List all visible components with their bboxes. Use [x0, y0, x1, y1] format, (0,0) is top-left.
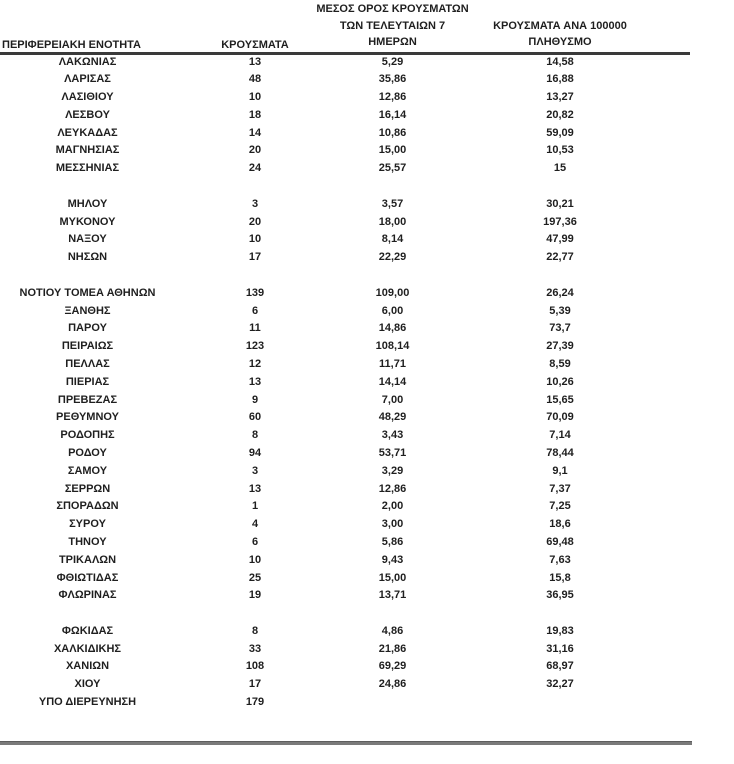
- cell-region: ΞΑΝΘΗΣ: [64, 304, 111, 317]
- header-avg7-stack: [316, 1, 469, 51]
- cell-cases: 19: [248, 589, 262, 602]
- cell-avg7: 25,57: [378, 162, 407, 175]
- cell-per100k: 36,95: [546, 589, 574, 602]
- cell-region: ΝΑΞΟΥ: [68, 233, 107, 246]
- cell-per100k: 197,36: [543, 215, 577, 228]
- header-avg7-line2: ΤΩΝ ΤΕΛΕΥΤΑΙΩΝ 7: [339, 19, 446, 32]
- cell-avg7: 2,00: [381, 500, 404, 513]
- cell-cases: 8: [251, 624, 259, 637]
- cell-spacer: [670, 302, 690, 320]
- cell-avg7: 7,00: [381, 393, 404, 406]
- spacer-row: [0, 178, 690, 196]
- cell-region: ΦΘΙΩΤΙΔΑΣ: [56, 571, 119, 584]
- cell-cases: 3: [251, 197, 259, 210]
- cell-avg7: 14,14: [378, 375, 407, 388]
- cell-avg7: 11,71: [379, 357, 406, 370]
- table-row: [0, 53, 690, 71]
- cell-spacer: [670, 551, 690, 569]
- header-per100k-stack: [450, 18, 670, 51]
- table-row: [0, 623, 690, 641]
- cell-per100k: 68,97: [546, 660, 574, 673]
- table-row: [0, 445, 690, 463]
- cell-region: ΡΟΔΟΥ: [68, 446, 107, 459]
- cell-region: ΣΥΡΟΥ: [69, 518, 106, 531]
- cell-spacer: [670, 640, 690, 658]
- cell-region: ΤΗΝΟΥ: [68, 535, 107, 548]
- bottom-rule: [0, 741, 692, 745]
- cell-region: ΝΟΤΙΟΥ ΤΟΜΕΑ ΑΘΗΝΩΝ: [19, 286, 156, 299]
- cell-spacer: [670, 284, 690, 302]
- cell-avg7: 13,71: [378, 589, 407, 602]
- cell-cases: 6: [251, 535, 259, 548]
- cell-per100k: 14,58: [546, 56, 574, 69]
- cell-region: ΜΑΓΝΗΣΙΑΣ: [55, 144, 120, 157]
- cell-cases: 108: [245, 660, 265, 673]
- cell-per100k: 15,8: [549, 571, 571, 584]
- cell-cases: 9: [251, 393, 259, 406]
- cell-avg7: 6,00: [381, 304, 404, 317]
- cell-region: ΧΑΛΚΙΔΙΚΗΣ: [53, 642, 122, 655]
- cell-spacer: [670, 160, 690, 178]
- cell-region: ΝΗΣΩΝ: [67, 251, 108, 264]
- cell-avg7: 9,43: [381, 553, 404, 566]
- cell-cases: 10: [248, 90, 262, 103]
- cell-avg7: 3,00: [381, 518, 404, 531]
- cell-per100k: 47,99: [546, 233, 574, 246]
- cell-avg7: 15,00: [378, 571, 407, 584]
- cell-per100k: 19,83: [546, 624, 574, 637]
- cell-cases: 25: [248, 571, 262, 584]
- cell-avg7: 15,00: [378, 144, 407, 157]
- table-row: [0, 694, 690, 712]
- cell-per100k: 5,39: [549, 304, 571, 317]
- spacer-cell: [0, 178, 690, 196]
- table-row: [0, 142, 690, 160]
- table-row: [0, 89, 690, 107]
- cell-per100k: 73,7: [549, 322, 571, 335]
- cell-per100k: 22,77: [546, 251, 574, 264]
- cell-spacer: [670, 587, 690, 605]
- cell-spacer: [670, 445, 690, 463]
- cell-cases: 48: [248, 73, 262, 86]
- cell-avg7: 16,14: [378, 108, 407, 121]
- cell-cases: 17: [248, 251, 262, 264]
- cell-spacer: [670, 534, 690, 552]
- table-row: [0, 302, 690, 320]
- cell-avg7: 35,86: [378, 73, 407, 86]
- cell-avg7: 53,71: [378, 446, 407, 459]
- cell-avg7: 22,29: [378, 251, 407, 264]
- cell-cases: 10: [248, 553, 262, 566]
- cell-spacer: [670, 338, 690, 356]
- cell-per100k: 10,26: [546, 375, 574, 388]
- cell-region: ΣΠΟΡΑΔΩΝ: [56, 500, 119, 513]
- cell-per100k: 10,53: [546, 144, 574, 157]
- cell-per100k: [450, 694, 670, 712]
- table-row: [0, 516, 690, 534]
- cell-region: ΜΥΚΟΝΟΥ: [59, 215, 116, 228]
- cell-spacer: [670, 676, 690, 694]
- cell-avg7: [335, 694, 450, 712]
- cell-spacer: [670, 356, 690, 374]
- cell-per100k: 30,21: [546, 197, 574, 210]
- cell-spacer: [670, 409, 690, 427]
- cell-per100k: 7,37: [549, 482, 571, 495]
- cell-cases: 24: [248, 162, 262, 175]
- cell-cases: 139: [245, 286, 265, 299]
- cell-avg7: 108,14: [375, 340, 410, 353]
- table-body: [0, 53, 690, 711]
- table-row: [0, 462, 690, 480]
- cell-cases: 12: [248, 357, 262, 370]
- cell-cases: 123: [245, 340, 265, 353]
- cell-region: ΦΛΩΡΙΝΑΣ: [58, 589, 117, 602]
- spacer-cell: [0, 605, 690, 623]
- header-spacer: [670, 0, 690, 53]
- cell-per100k: 18,6: [549, 518, 571, 531]
- cell-spacer: [670, 427, 690, 445]
- table-header: [0, 0, 690, 53]
- table-row: [0, 676, 690, 694]
- spacer-row: [0, 605, 690, 623]
- cell-spacer: [670, 249, 690, 267]
- header-cases: [175, 0, 335, 53]
- cell-region: ΜΕΣΣΗΝΙΑΣ: [55, 162, 120, 175]
- table-row: [0, 587, 690, 605]
- cell-spacer: [670, 320, 690, 338]
- cell-per100k: 7,14: [549, 429, 571, 442]
- cell-per100k: 15,65: [546, 393, 574, 406]
- table-row: [0, 195, 690, 213]
- table-row: [0, 534, 690, 552]
- cell-cases: 13: [248, 482, 262, 495]
- header-cases-label: ΚΡΟΥΣΜΑΤΑ: [221, 38, 289, 51]
- cell-cases: 20: [248, 215, 262, 228]
- cell-spacer: [670, 462, 690, 480]
- cell-region: ΛΕΣΒΟΥ: [65, 108, 110, 121]
- cell-region: ΦΩΚΙΔΑΣ: [61, 624, 114, 637]
- cell-avg7: 69,29: [378, 660, 407, 673]
- table-row: [0, 124, 690, 142]
- cell-spacer: [670, 89, 690, 107]
- cell-region: ΧΙΟΥ: [74, 678, 101, 691]
- cell-region: ΤΡΙΚΑΛΩΝ: [58, 553, 117, 566]
- cell-spacer: [670, 195, 690, 213]
- cell-avg7: 18,00: [378, 215, 407, 228]
- table-row: [0, 249, 690, 267]
- header-avg7-line3: ΗΜΕΡΩΝ: [368, 36, 417, 48]
- cell-per100k: 9,1: [552, 464, 568, 477]
- cell-spacer: [670, 480, 690, 498]
- cell-cases: 3: [251, 464, 259, 477]
- cell-spacer: [670, 71, 690, 89]
- cell-spacer: [670, 694, 690, 712]
- cell-spacer: [670, 658, 690, 676]
- header-per100k-line1: ΚΡΟΥΣΜΑΤΑ ΑΝΑ 100000: [493, 19, 627, 32]
- table-row: [0, 160, 690, 178]
- cell-cases: 13: [248, 56, 262, 69]
- cell-region: ΡΕΘΥΜΝΟΥ: [56, 411, 119, 424]
- cell-spacer: [670, 498, 690, 516]
- cell-cases: 6: [251, 304, 259, 317]
- table-row: [0, 480, 690, 498]
- cell-avg7: 21,86: [378, 642, 407, 655]
- cell-avg7: 3,29: [381, 464, 404, 477]
- cell-per100k: 13,27: [546, 90, 574, 103]
- table-row: [0, 356, 690, 374]
- cell-spacer: [670, 516, 690, 534]
- cell-per100k: 15: [553, 162, 567, 175]
- cell-spacer: [670, 106, 690, 124]
- cell-cases: 8: [251, 429, 259, 442]
- table-row: [0, 106, 690, 124]
- cell-spacer: [670, 623, 690, 641]
- cell-region: ΧΑΝΙΩΝ: [65, 660, 110, 673]
- cell-per100k: 26,24: [546, 286, 574, 299]
- header-avg7: [316, 0, 469, 53]
- table-row: [0, 640, 690, 658]
- cell-avg7: 48,29: [378, 411, 407, 424]
- cell-avg7: 12,86: [378, 90, 407, 103]
- header-row: [0, 0, 690, 53]
- header-avg7-line1: ΜΕΣΟΣ ΟΡΟΣ ΚΡΟΥΣΜΑΤΩΝ: [316, 3, 469, 15]
- table-row: [0, 569, 690, 587]
- cell-per100k: 7,25: [549, 500, 571, 513]
- cell-region: ΠΕΛΛΑΣ: [65, 357, 110, 370]
- cell-cases: 14: [248, 126, 262, 139]
- cell-region: ΛΑΚΩΝΙΑΣ: [58, 56, 117, 69]
- table-row: [0, 213, 690, 231]
- cell-spacer: [670, 391, 690, 409]
- cell-per100k: 32,27: [546, 678, 574, 691]
- cell-region: ΛΑΡΙΣΑΣ: [64, 73, 111, 86]
- cell-region: ΡΟΔΟΠΗΣ: [60, 429, 115, 442]
- cell-spacer: [670, 231, 690, 249]
- cell-cases: 1: [251, 500, 259, 513]
- table-row: [0, 551, 690, 569]
- spacer-row: [0, 267, 690, 285]
- cell-region: ΠΑΡΟΥ: [68, 322, 107, 335]
- spacer-cell: [0, 267, 690, 285]
- cell-cases: 13: [248, 375, 262, 388]
- cell-spacer: [670, 124, 690, 142]
- header-per100k: [450, 0, 670, 53]
- table-row: [0, 373, 690, 391]
- table-row: [0, 658, 690, 676]
- header-region: [0, 0, 175, 53]
- cell-spacer: [670, 373, 690, 391]
- cell-avg7: 3,43: [381, 429, 404, 442]
- cell-region: ΠΙΕΡΙΑΣ: [65, 375, 110, 388]
- header-region-label: ΠΕΡΙΦΕΡΕΙΑΚΗ ΕΝΟΤΗΤΑ: [2, 38, 142, 51]
- cell-per100k: 16,88: [546, 73, 574, 86]
- cell-region: ΜΗΛΟΥ: [67, 197, 108, 210]
- table-row: [0, 391, 690, 409]
- cell-per100k: 27,39: [546, 340, 574, 353]
- cell-region: ΛΕΥΚΑΔΑΣ: [57, 126, 118, 139]
- cell-per100k: 59,09: [546, 126, 574, 139]
- table-row: [0, 71, 690, 89]
- cell-region: ΛΑΣΙΘΙΟΥ: [61, 90, 114, 103]
- table-row: [0, 320, 690, 338]
- cell-region: ΣΕΡΡΩΝ: [64, 482, 111, 495]
- table-row: [0, 427, 690, 445]
- cell-spacer: [670, 569, 690, 587]
- cell-cases: 11: [249, 322, 261, 335]
- cell-per100k: 7,63: [549, 553, 571, 566]
- table-row: [0, 231, 690, 249]
- cell-spacer: [670, 53, 690, 71]
- cell-per100k: 78,44: [546, 446, 574, 459]
- cell-cases: 60: [248, 411, 262, 424]
- cell-avg7: 4,86: [381, 624, 404, 637]
- cell-cases: 179: [245, 696, 265, 709]
- cell-cases: 18: [248, 108, 262, 121]
- cell-region: ΠΕΙΡΑΙΩΣ: [61, 340, 114, 353]
- cell-avg7: 8,14: [381, 233, 404, 246]
- cell-per100k: 70,09: [546, 411, 574, 424]
- cell-avg7: 3,57: [381, 197, 404, 210]
- table-row: [0, 498, 690, 516]
- cell-spacer: [670, 213, 690, 231]
- cell-spacer: [670, 142, 690, 160]
- table-row: [0, 338, 690, 356]
- cell-region: ΥΠΟ ΔΙΕΡΕΥΝΗΣΗ: [38, 696, 137, 709]
- cell-cases: 94: [248, 446, 262, 459]
- cell-avg7: 109,00: [375, 286, 410, 299]
- cell-region: ΠΡΕΒΕΖΑΣ: [57, 393, 118, 406]
- cell-cases: 10: [248, 233, 262, 246]
- cell-cases: 33: [248, 642, 262, 655]
- cell-cases: 17: [248, 678, 262, 691]
- cell-avg7: 24,86: [378, 678, 407, 691]
- cell-cases: 4: [251, 518, 259, 531]
- header-per100k-line2: ΠΛΗΘΥΣΜΟ: [528, 36, 592, 48]
- cell-avg7: 5,29: [381, 56, 404, 69]
- cell-avg7: 12,86: [378, 482, 407, 495]
- cell-per100k: 69,48: [546, 535, 574, 548]
- cell-avg7: 5,86: [381, 535, 404, 548]
- cell-region: ΣΑΜΟΥ: [67, 464, 108, 477]
- table-row: [0, 284, 690, 302]
- table-row: [0, 409, 690, 427]
- cell-avg7: 14,86: [378, 322, 407, 335]
- cell-per100k: 8,59: [549, 357, 571, 370]
- cell-cases: 20: [248, 144, 262, 157]
- cell-avg7: 10,86: [378, 126, 407, 139]
- cell-per100k: 20,82: [546, 108, 574, 121]
- cell-per100k: 31,16: [546, 642, 574, 655]
